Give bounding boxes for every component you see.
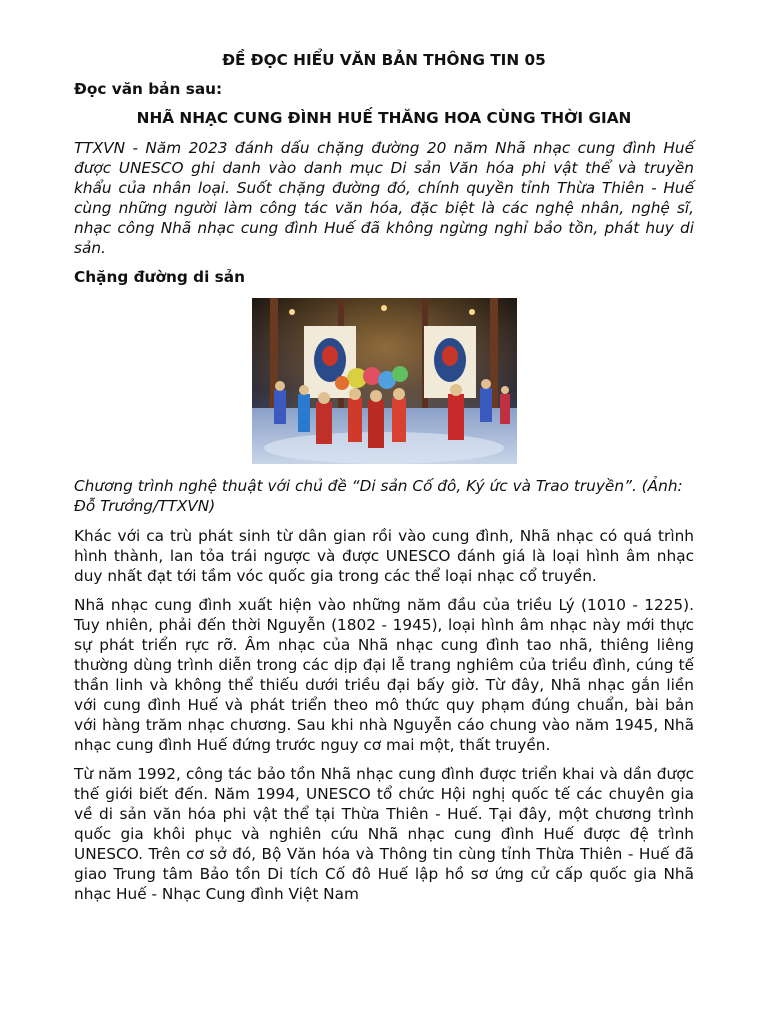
body-paragraph: Khác với ca trù phát sinh từ dân gian rồi vào cung đình, Nhã nhạc có quá trình hình thành, lan tỏa trái ngược và được UNESCO đánh giá là loại hình âm nhạc duy nhất đạt tới tầm vóc quốc gia trong các thể loại nhạc cổ truyền. — [74, 527, 694, 585]
article-photo — [252, 298, 517, 464]
reading-instruction: Đọc văn bản sau: — [74, 80, 223, 98]
document-title: ĐỀ ĐỌC HIỂU VĂN BẢN THÔNG TIN 05 — [222, 51, 546, 69]
section-heading: Chặng đường di sản — [74, 268, 245, 286]
article-headline: NHÃ NHẠC CUNG ĐÌNH HUẾ THĂNG HOA CÙNG THỜI GIAN — [136, 109, 632, 127]
body-paragraph: Nhã nhạc cung đình xuất hiện vào những năm đầu của triều Lý (1010 - 1225). Tuy nhiên, phải đến thời Nguyễn (1802 - 1945), loại hình âm nhạc này mới thực sự phát triển rực rỡ. Âm nhạc của Nhã nhạc cung đình tao nhã, thiêng liêng thường dùng trình diễn trong các dịp đại lễ trang nghiêm của triều đình, cúng tế thần linh và không thể thiếu dưới triều đại bấy giờ. Từ đây, Nhã nhạc gắn liền với cung đình Huế và phát triển theo mô thức quy phạm đúng chuẩn, bài bản với hàng trăm nhạc chương. Sau khi nhà Nguyễn cáo chung vào năm 1945, Nhã nhạc cung đình Huế đứng trước nguy cơ mai một, thất truyền. — [74, 596, 694, 754]
photo-caption: Chương trình nghệ thuật với chủ đề “Di sản Cố đô, Ký ức và Trao truyền”. (Ảnh: Đỗ Trưởng/TTXVN) — [74, 477, 683, 515]
body-paragraph: Từ năm 1992, công tác bảo tồn Nhã nhạc cung đình được triển khai và dần được thế giới biết đến. Năm 1994, UNESCO tổ chức Hội nghị quốc tế các chuyên gia về di sản văn hóa phi vật thể tại Thừa Thiên - Huế. Tại đây, một chương trình quốc gia khôi phục và nghiên cứu Nhã nhạc cung đình Huế được đệ trình UNESCO. Trên cơ sở đó, Bộ Văn hóa và Thông tin cùng tỉnh Thừa Thiên - Huế đã giao Trung tâm Bảo tồn Di tích Cố đô Huế lập hồ sơ ứng cử cấp quốc gia Nhã nhạc Huế - Nhạc Cung đình Việt Nam — [74, 765, 694, 903]
document-body — [74, 50, 694, 913]
performance-photo — [252, 298, 517, 464]
article-lead: TTXVN - Năm 2023 đánh dấu chặng đường 20 năm Nhã nhạc cung đình Huế được UNESCO ghi danh vào danh mục Di sản Văn hóa phi vật thể và truyền khẩu của nhân loại. Suốt chặng đường đó, chính quyền tỉnh Thừa Thiên - Huế cùng những người làm công tác văn hóa, đặc biệt là các nghệ nhân, nghệ sĩ, nhạc công Nhã nhạc cung đình Huế đã không ngừng nghỉ bảo tồn, phát huy di sản. — [74, 139, 694, 257]
